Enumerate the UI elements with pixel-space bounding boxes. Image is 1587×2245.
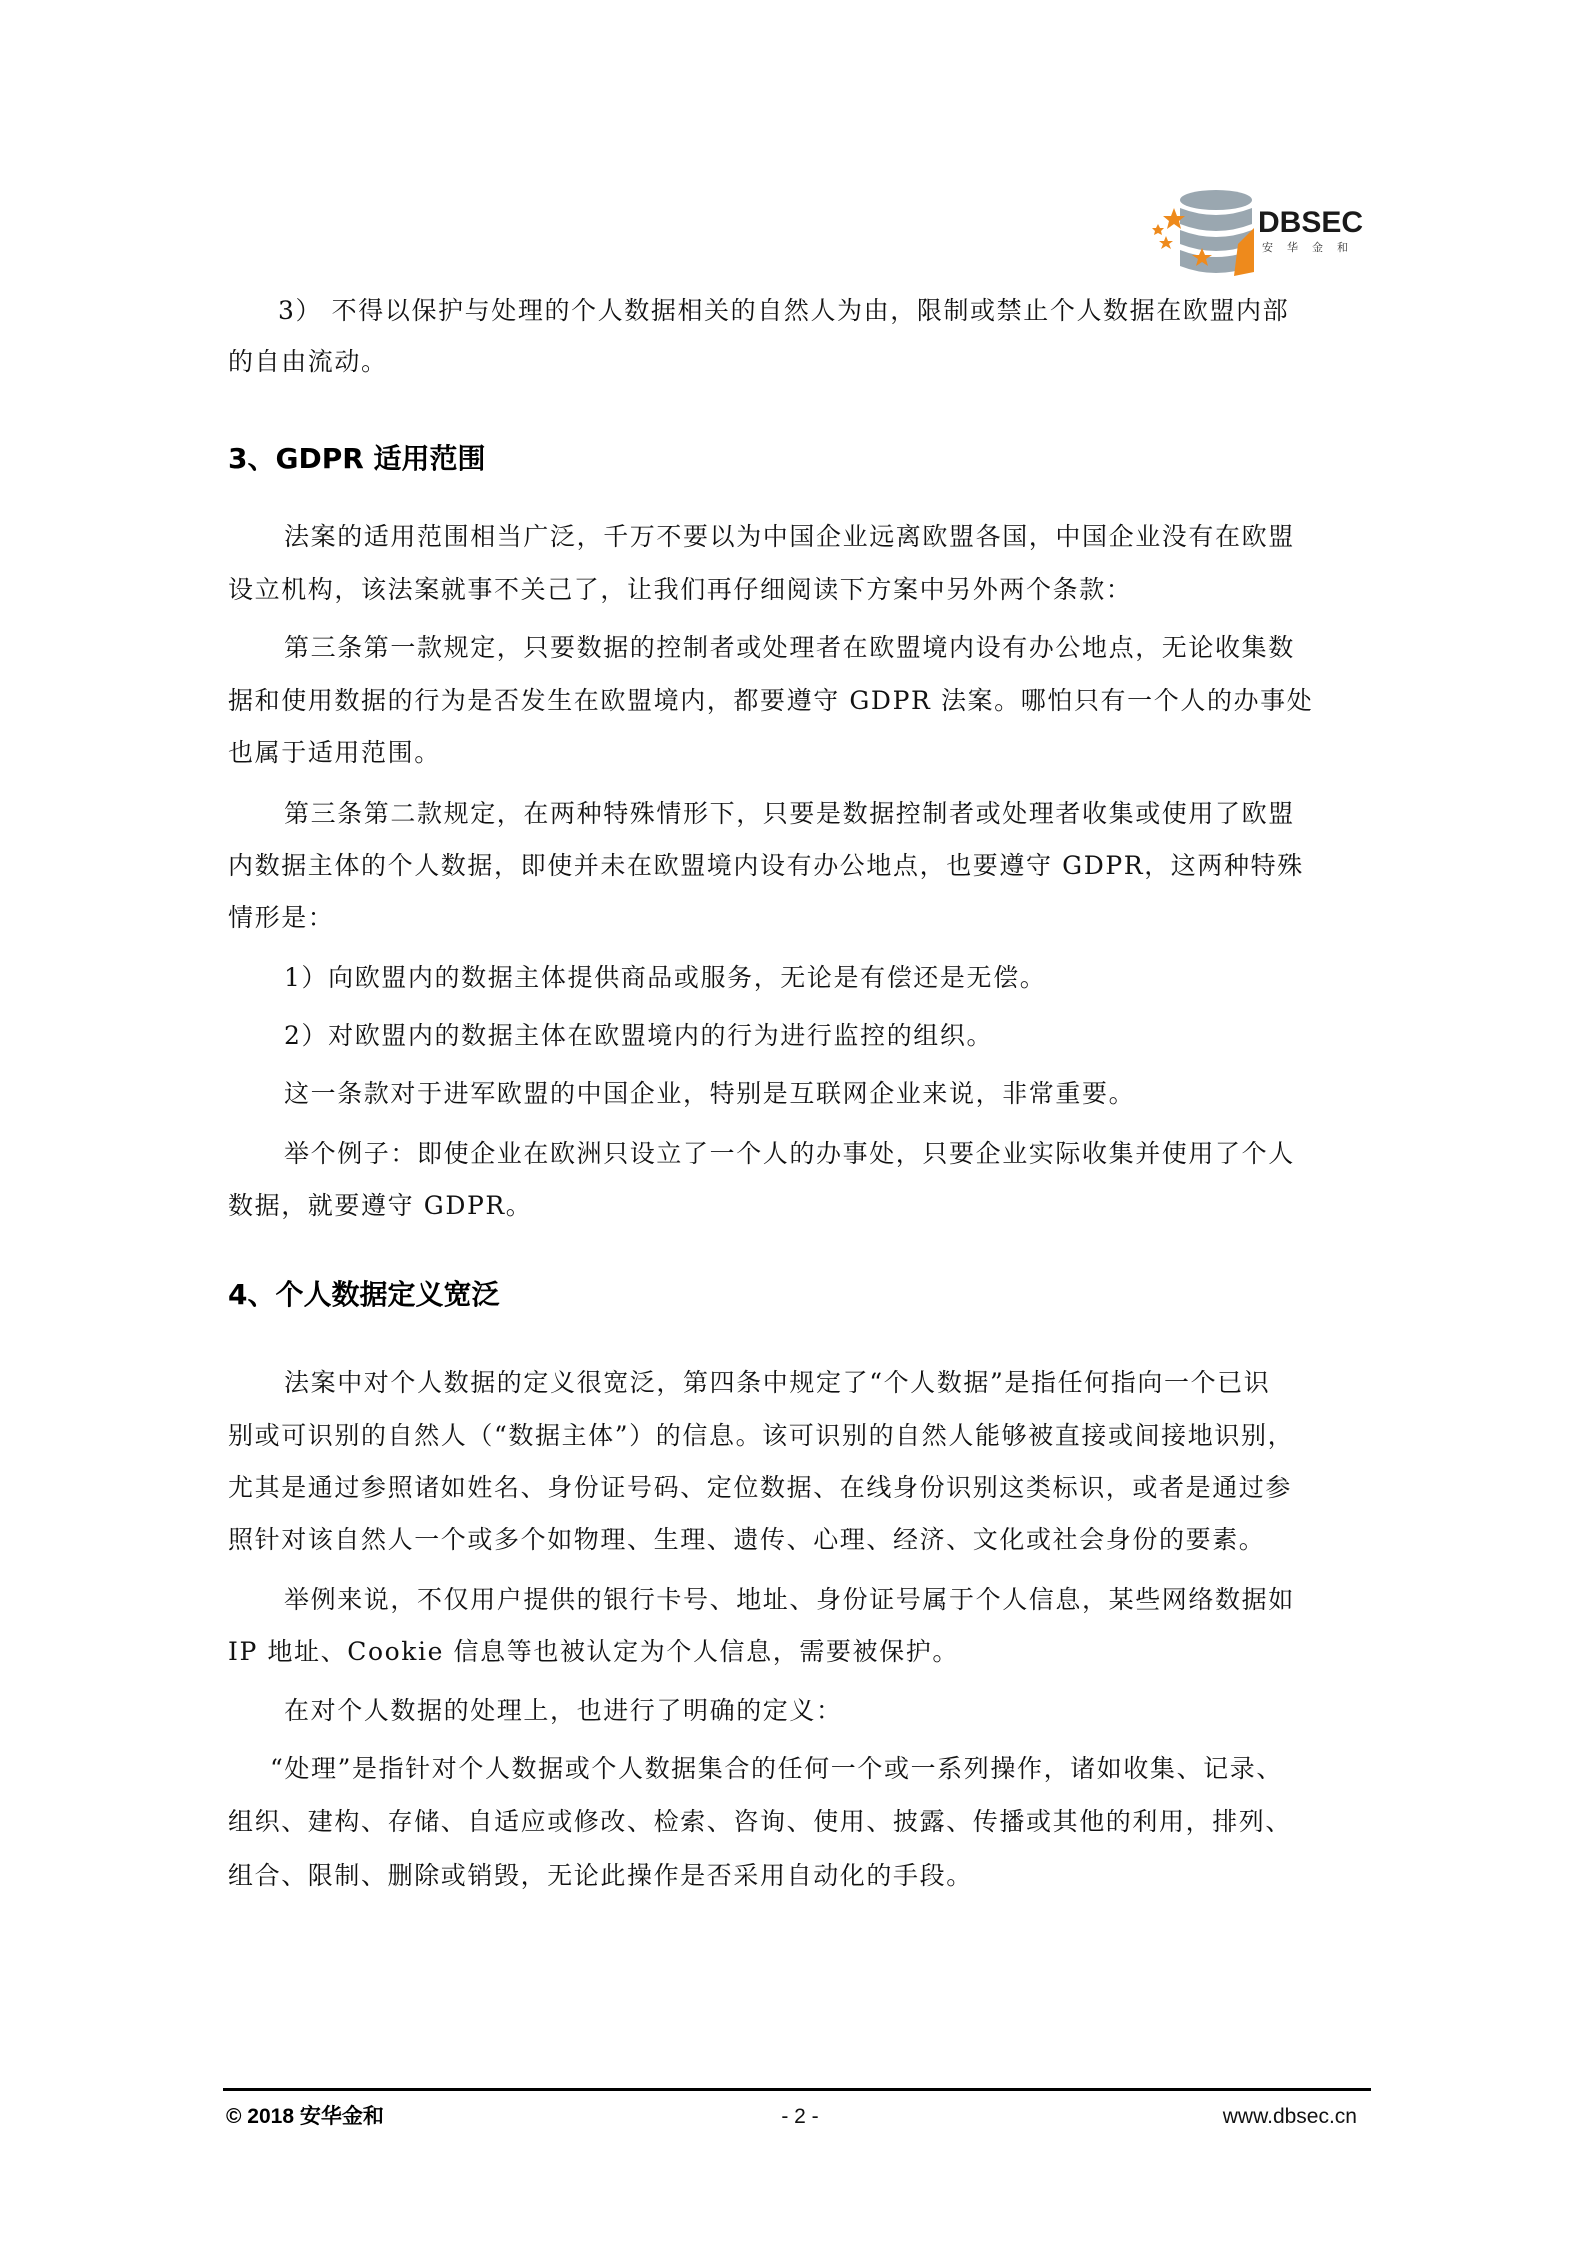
database-stars-icon: [1150, 186, 1260, 281]
paragraph-line: 尤其是通过参照诸如姓名、身份证号码、定位数据、在线身份识别这类标识，或者是通过参: [228, 1473, 1293, 1502]
paragraph-line: 举个例子：即使企业在欧洲只设立了一个人的办事处，只要企业实际收集并使用了个人: [284, 1139, 1295, 1168]
paragraph-line: 这一条款对于进军欧盟的中国企业，特别是互联网企业来说，非常重要。: [284, 1079, 1136, 1108]
paragraph-line: 内数据主体的个人数据，即使并未在欧盟境内设有办公地点，也要遵守 GDPR，这两种特殊: [228, 851, 1304, 880]
paragraph-line: 也属于适用范围。: [228, 738, 441, 767]
page-number: - 2 -: [781, 2105, 819, 2128]
paragraph-line: 数据，就要遵守 GDPR。: [228, 1191, 533, 1220]
paragraph-line: 第三条第一款规定，只要数据的控制者或处理者在欧盟境内设有办公地点，无论收集数: [284, 633, 1295, 662]
section-heading: 3、GDPR 适用范围: [228, 442, 486, 475]
list-item: 1）向欧盟内的数据主体提供商品或服务，无论是有偿还是无偿。: [284, 963, 1047, 992]
paragraph-line: IP 地址、Cookie 信息等也被认定为个人信息，需要被保护。: [228, 1637, 959, 1666]
paragraph-line: 法案的适用范围相当广泛，千万不要以为中国企业远离欧盟各国，中国企业没有在欧盟: [284, 522, 1295, 551]
paragraph-line: 组合、限制、删除或销毁，无论此操作是否采用自动化的手段。: [228, 1861, 973, 1890]
footer-divider: [223, 2088, 1371, 2091]
footer-copyright: © 2018 安华金和: [226, 2105, 384, 2128]
company-logo: [1150, 186, 1375, 281]
paragraph-line: “处理”是指针对个人数据或个人数据集合的任何一个或一系列操作，诸如收集、记录、: [270, 1754, 1283, 1783]
section-heading: 4、个人数据定义宽泛: [228, 1278, 500, 1311]
paragraph-line: 举例来说，不仅用户提供的银行卡号、地址、身份证号属于个人信息，某些网络数据如: [284, 1585, 1295, 1614]
footer-website: www.dbsec.cn: [1222, 2105, 1357, 2128]
paragraph-line: 的自由流动。: [228, 347, 388, 376]
paragraph-line: 第三条第二款规定，在两种特殊情形下，只要是数据控制者或处理者收集或使用了欧盟: [284, 799, 1295, 828]
logo-brand-text: DBSEC: [1258, 206, 1364, 239]
paragraph-line: 在对个人数据的处理上，也进行了明确的定义：: [284, 1696, 843, 1725]
paragraph-line: 据和使用数据的行为是否发生在欧盟境内，都要遵守 GDPR 法案。哪怕只有一个人的办事处: [228, 686, 1314, 715]
paragraph-line: 法案中对个人数据的定义很宽泛，第四条中规定了“个人数据”是指任何指向一个已识: [284, 1368, 1271, 1397]
paragraph-line: 照针对该自然人一个或多个如物理、生理、遗传、心理、经济、文化或社会身份的要素。: [228, 1525, 1266, 1554]
paragraph-line: 别或可识别的自然人（“数据主体”）的信息。该可识别的自然人能够被直接或间接地识别，: [228, 1421, 1295, 1450]
paragraph-line: 情形是：: [228, 903, 335, 932]
logo-subtitle: 安华金和: [1262, 241, 1362, 254]
paragraph-line: 组织、建构、存储、自适应或修改、检索、咨询、使用、披露、传播或其他的利用，排列、: [228, 1807, 1293, 1836]
paragraph-line: 设立机构，该法案就事不关己了，让我们再仔细阅读下方案中另外两个条款：: [228, 575, 1133, 604]
paragraph-line: 3） 不得以保护与处理的个人数据相关的自然人为由，限制或禁止个人数据在欧盟内部: [278, 296, 1290, 325]
list-item: 2）对欧盟内的数据主体在欧盟境内的行为进行监控的组织。: [284, 1021, 994, 1050]
